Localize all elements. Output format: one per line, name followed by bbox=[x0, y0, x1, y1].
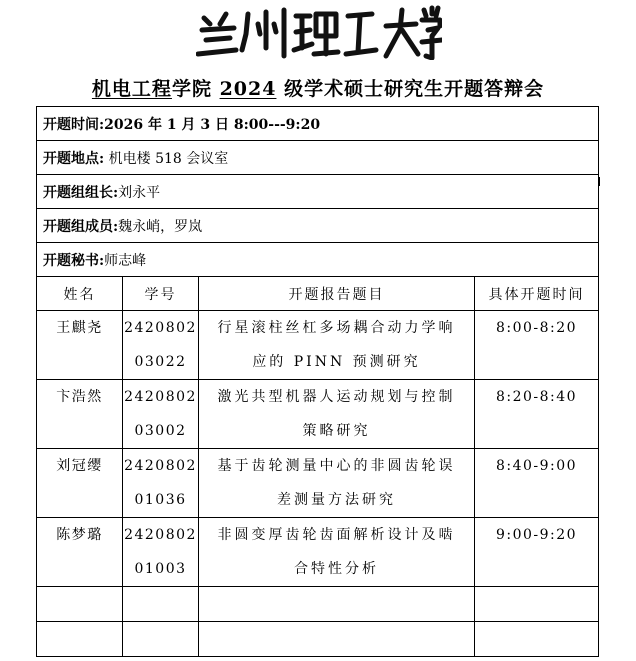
defense-time: 8:40-9:00 bbox=[475, 449, 599, 518]
defense-time: 9:00-9:20 bbox=[475, 518, 599, 587]
student-id-part2: 03022 bbox=[134, 354, 187, 370]
student-id-part1: 2420802 bbox=[124, 527, 197, 543]
student-name: 刘冠缨 bbox=[37, 449, 123, 518]
title-suffix: 级学术硕士研究生开题答辩会 bbox=[276, 78, 545, 100]
info-row-leader bbox=[37, 175, 599, 209]
empty-cell bbox=[123, 622, 199, 657]
secretary-value: 师志峰 bbox=[104, 252, 147, 269]
members-value: 魏永峭，罗岚 bbox=[118, 218, 203, 235]
student-name: 王麒尧 bbox=[37, 311, 123, 380]
student-id-part1: 2420802 bbox=[124, 389, 197, 405]
time-value: 2026 年 1 月 3 日 8:00---9:20 bbox=[104, 116, 321, 133]
student-id-part1: 2420802 bbox=[124, 458, 197, 474]
report-topic-line1: 非圆变厚齿轮齿面解析设计及啮 bbox=[217, 527, 456, 543]
table-row bbox=[37, 518, 599, 587]
info-row-place bbox=[37, 141, 599, 175]
defense-schedule-table bbox=[36, 106, 599, 657]
empty-cell bbox=[37, 622, 123, 657]
student-id bbox=[123, 449, 199, 518]
header-report-topic: 开题报告题目 bbox=[199, 277, 475, 311]
empty-cell bbox=[123, 587, 199, 622]
empty-row bbox=[37, 622, 599, 657]
student-name: 陈梦璐 bbox=[37, 518, 123, 587]
info-row-members bbox=[37, 209, 599, 243]
student-id-part2: 03002 bbox=[134, 423, 187, 439]
report-topic bbox=[199, 449, 475, 518]
title-school: 机电工程 bbox=[91, 78, 172, 100]
report-topic-line2: 应的 PINN 预测研究 bbox=[252, 354, 421, 370]
members-label: 开题组成员: bbox=[43, 218, 119, 235]
student-id-part2: 01036 bbox=[134, 492, 187, 508]
empty-row bbox=[37, 587, 599, 622]
empty-cell bbox=[199, 587, 475, 622]
student-id bbox=[123, 518, 199, 587]
student-id-part1: 2420802 bbox=[124, 320, 197, 336]
report-topic-line2: 策略研究 bbox=[302, 423, 371, 439]
info-row-time bbox=[37, 107, 599, 141]
empty-cell bbox=[475, 587, 599, 622]
title-middle: 学院 bbox=[171, 78, 220, 100]
page-title bbox=[0, 74, 636, 101]
table-header-row bbox=[37, 277, 599, 311]
table-row bbox=[37, 449, 599, 518]
empty-cell bbox=[199, 622, 475, 657]
leader-value: 刘永平 bbox=[118, 184, 161, 201]
info-row-secretary bbox=[37, 243, 599, 277]
report-topic-line2: 合特性分析 bbox=[294, 561, 379, 577]
report-topic-line1: 激光共型机器人运动规划与控制 bbox=[217, 389, 456, 405]
report-topic-line2: 差测量方法研究 bbox=[277, 492, 396, 508]
student-id-part2: 01003 bbox=[134, 561, 187, 577]
report-topic-line1: 基于齿轮测量中心的非圆齿轮误 bbox=[217, 458, 456, 474]
header-name: 姓名 bbox=[37, 277, 123, 311]
empty-cell bbox=[37, 587, 123, 622]
table-row bbox=[37, 311, 599, 380]
report-topic bbox=[199, 518, 475, 587]
report-topic-line1: 行星滚柱丝杠多场耦合动力学响 bbox=[217, 320, 456, 336]
defense-time: 8:00-8:20 bbox=[475, 311, 599, 380]
secretary-label: 开题秘书: bbox=[43, 252, 105, 269]
student-id bbox=[123, 380, 199, 449]
university-logo bbox=[196, 4, 442, 60]
place-value: 机电楼 518 会议室 bbox=[104, 150, 229, 167]
header-defense-time: 具体开题时间 bbox=[475, 277, 599, 311]
empty-cell bbox=[475, 622, 599, 657]
table-row bbox=[37, 380, 599, 449]
report-topic bbox=[199, 380, 475, 449]
place-label: 开题地点: bbox=[43, 150, 105, 167]
calligraphy-logo-image bbox=[196, 4, 442, 60]
student-id bbox=[123, 311, 199, 380]
report-topic bbox=[199, 311, 475, 380]
leader-label: 开题组组长: bbox=[43, 184, 119, 201]
title-year: 2024 bbox=[219, 78, 277, 100]
header-student-id: 学号 bbox=[123, 277, 199, 311]
time-label: 开题时间: bbox=[43, 116, 105, 133]
student-name: 卞浩然 bbox=[37, 380, 123, 449]
defense-time: 8:20-8:40 bbox=[475, 380, 599, 449]
